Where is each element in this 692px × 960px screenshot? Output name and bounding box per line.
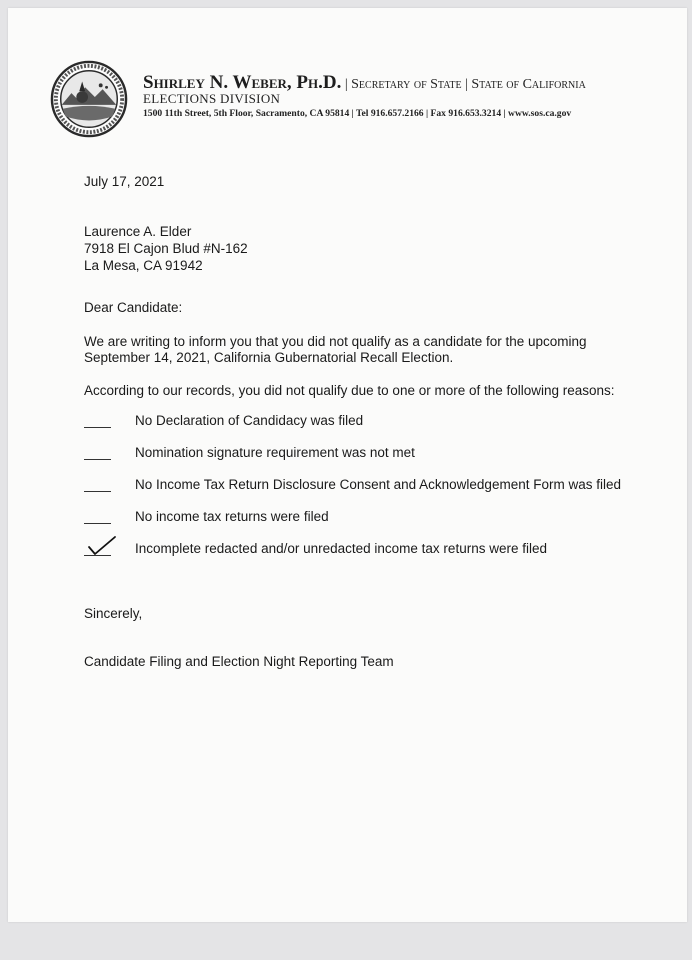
secretary-title: Secretary of State xyxy=(351,77,462,92)
reason-label: No Declaration of Candidacy was filed xyxy=(135,413,364,428)
reason-label: Incomplete redacted and/or unredacted income tax returns were filed xyxy=(135,541,547,556)
reason-item xyxy=(84,445,644,467)
reason-label: No Income Tax Return Disclosure Consent and Acknowledgement Form was filed xyxy=(135,477,621,492)
reason-label: No income tax returns were filed xyxy=(135,509,329,524)
reason-item xyxy=(84,509,644,531)
letter-date: July 17, 2021 xyxy=(84,174,165,189)
secretary-name: Shirley N. Weber, Ph.D. xyxy=(143,72,342,93)
signature-team: Candidate Filing and Election Night Reporting Team xyxy=(84,654,394,669)
intro-line-2: September 14, 2021, California Gubernatorial Recall Election. xyxy=(84,350,454,365)
reason-blank xyxy=(84,523,111,524)
recipient-address xyxy=(84,223,248,274)
recipient-name: Laurence A. Elder xyxy=(84,224,192,239)
letterhead-address: 1500 11th Street, 5th Floor, Sacramento, CA 95814 | Tel 916.657.2166 | Fax 916.653.3214 | www.sos.ca.gov xyxy=(143,108,572,119)
letterhead-title: Shirley N. Weber, Ph.D. | Secretary of State | State of California xyxy=(143,72,586,93)
reason-item xyxy=(84,413,644,435)
reason-item xyxy=(84,477,644,499)
reason-item-checked xyxy=(84,541,644,563)
closing: Sincerely, xyxy=(84,606,143,621)
reason-label: Nomination signature requirement was not met xyxy=(135,445,415,460)
intro-line-1: We are writing to inform you that you did not qualify as a candidate for the upcoming xyxy=(84,334,587,349)
intro-paragraph xyxy=(84,334,587,366)
salutation: Dear Candidate: xyxy=(84,300,183,315)
recipient-city: La Mesa, CA 91942 xyxy=(84,258,203,273)
reason-blank xyxy=(84,491,111,492)
recipient-street: 7918 El Cajon Blud #N-162 xyxy=(84,241,248,256)
reason-blank xyxy=(84,427,111,428)
reasons-intro: According to our records, you did not qualify due to one or more of the following reasons: xyxy=(84,383,615,398)
california-seal-icon xyxy=(50,60,128,138)
division-name: ELECTIONS DIVISION xyxy=(143,91,281,106)
letter-page xyxy=(8,8,687,922)
checkmark-icon xyxy=(84,535,118,557)
reason-blank xyxy=(84,459,111,460)
state-name: State of California xyxy=(471,77,586,92)
